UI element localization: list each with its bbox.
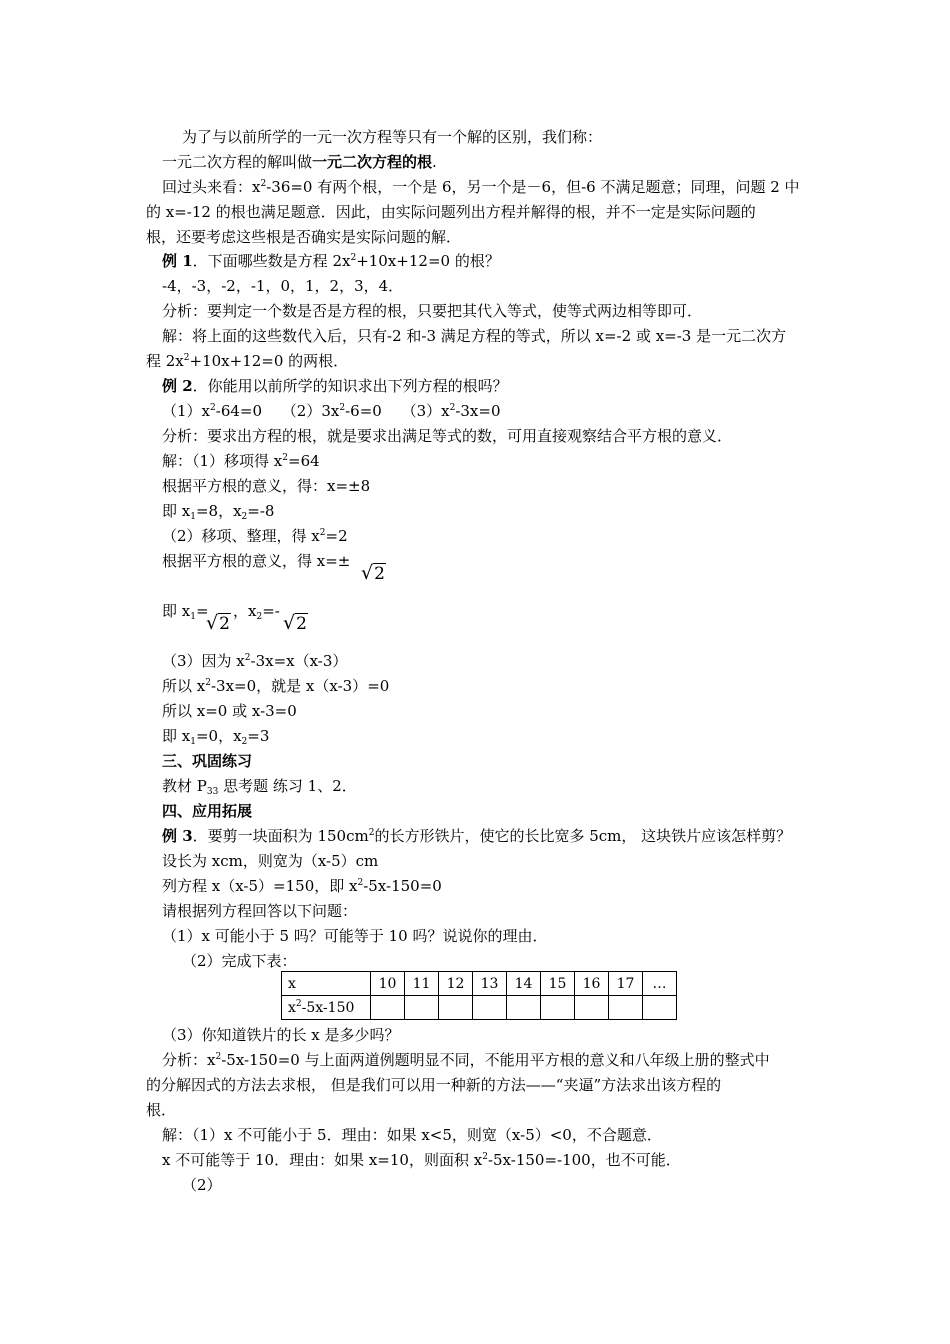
table-row: [282, 996, 677, 1020]
example-2-step-3c: 所以 x=0 或 x-3=0: [162, 702, 297, 720]
example-2-equations: $(1)x^2-64=0$ $(2)3x^2-6=0$ $(3)x^2-3x=0$: [162, 402, 501, 420]
example-1-analysis: 分析：要判定一个数是否是方程的根，只要把其代入等式，使等式两边相等即可．: [162, 302, 703, 320]
example-1-candidates: -4，-3，-2，-1，0，1，2，3，4．: [162, 277, 404, 295]
table-cell-empty: [405, 996, 439, 1020]
sqrt-2-expression: √2: [361, 562, 385, 584]
example-1-heading: 例 1．下面哪些数是方程 $2x^2+10x+12=0$ 的根？: [162, 252, 500, 270]
section-heading-practice: 三、巩固练习: [162, 752, 253, 770]
paragraph-review-3: 根，还要考虑这些根是否确实是实际问题的解．: [146, 228, 462, 246]
paragraph-review: 回过头来看：$x^2-36=0$ 有两个根，一个是 6，另一个是－6，但-6 不满足题意；同理，问题 2 中: [162, 178, 800, 196]
table-cell: 16: [575, 972, 609, 996]
table-cell: 12: [439, 972, 473, 996]
table-cell: 11: [405, 972, 439, 996]
table-cell: 14: [507, 972, 541, 996]
table-cell: …: [643, 972, 677, 996]
table-cell: 15: [541, 972, 575, 996]
table-cell: 17: [609, 972, 643, 996]
table-row: [282, 972, 677, 996]
example-2-step-2c-x2: ，$x_2=-$: [233, 602, 280, 622]
root-definition-term: 一元二次方程的根: [312, 153, 433, 171]
table-header-expression: $x^2-5x-150$: [282, 996, 371, 1020]
value-table: [281, 971, 677, 1020]
example-3-setup: 设长为 xcm，则宽为（x-5）cm: [162, 852, 379, 870]
example-2-heading: 例 2．你能用以前所学的知识求出下列方程的根吗？: [162, 377, 508, 395]
example-3-solution-2: （2）: [182, 1176, 222, 1194]
table-cell-empty: [643, 996, 677, 1020]
paragraph-review-2: 的 x=-12 的根也满足题意．因此，由实际问题列出方程并解得的根，并不一定是实际问题的: [146, 203, 756, 221]
example-3-prompt: 请根据列方程回答以下问题：: [162, 902, 358, 920]
sqrt-2-expression-x2: √2: [283, 612, 307, 634]
table-cell: 10: [371, 972, 405, 996]
example-3-solution-1b: x 不可能等于 10．理由：如果 x=10，则面积 $x^2-5x-150=-100$，也不可能．: [162, 1151, 681, 1169]
example-2-step-1c: 即 $x_1=8$，$x_2=-8$: [162, 502, 275, 522]
table-cell-empty: [609, 996, 643, 1020]
example-2-step-1: 解：（1）移项得 $x^2=64$: [162, 452, 320, 470]
example-3-equation: 列方程 x（x-5）=150，即 $x^2-5x-150=0$: [162, 877, 442, 895]
section-heading-application: 四、应用拓展: [162, 802, 253, 820]
table-header-x: x: [282, 972, 371, 996]
example-2-step-3: （3）因为 $x^2-3x=x(x-3)$: [162, 652, 348, 670]
example-3-solution-1: 解：（1）x 不可能小于 5．理由：如果 x<5，则宽（x-5）<0，不合题意．: [162, 1126, 662, 1144]
definition-line: 一元二次方程的解叫做一元二次方程的根.: [162, 153, 437, 171]
example-2-step-2b: 根据平方根的意义，得 x=±: [162, 552, 351, 570]
table-cell-empty: [473, 996, 507, 1020]
practice-text: 教材 $P_{33}$ 思考题 练习 1、2．: [162, 777, 357, 797]
example-2-step-2c: 即 $x_1=$: [162, 602, 209, 622]
example-2-analysis: 分析：要求出方程的根，就是要求出满足等式的数，可用直接观察结合平方根的意义．: [162, 427, 733, 445]
table-cell: 13: [473, 972, 507, 996]
example-1-solution-2: 程 $2x^2+10x+12=0$ 的两根．: [146, 352, 349, 370]
example-3-analysis-2: 的分解因式的方法去求根， 但是我们可以用一种新的方法——“夹逼”方法求出该方程的: [146, 1076, 722, 1094]
example-2-step-3b: 所以 $x^2-3x=0$，就是 x（x-3）=0: [162, 677, 390, 695]
example-3-heading: 例 3．要剪一块面积为 $150cm^2$的长方形铁片，使它的长比宽多 5cm， 这块铁片应该怎样剪？: [162, 827, 792, 845]
table-cell-empty: [575, 996, 609, 1020]
example-3-question-1: （1）x 可能小于 5 吗？可能等于 10 吗？说说你的理由．: [162, 927, 548, 945]
example-3-question-2: （2）完成下表：: [182, 952, 297, 970]
paragraph-intro: 为了与以前所学的一元一次方程等只有一个解的区别，我们称：: [182, 128, 603, 146]
example-1-solution: 解：将上面的这些数代入后，只有-2 和-3 满足方程的等式，所以 x=-2 或 x=-3 是一元二次方: [162, 327, 787, 345]
sqrt-2-expression-x1: √2: [206, 612, 230, 634]
table-cell-empty: [507, 996, 541, 1020]
example-2-step-1b: 根据平方根的意义，得：x=±8: [162, 477, 371, 495]
example-2-step-3d: 即 $x_1=0$，$x_2=3$: [162, 727, 270, 747]
table-cell-empty: [541, 996, 575, 1020]
table-cell-empty: [439, 996, 473, 1020]
example-3-analysis-3: 根．: [146, 1101, 177, 1119]
example-2-step-2: （2）移项、整理，得 $x^2=2$: [162, 527, 348, 545]
example-3-question-3: （3）你知道铁片的长 x 是多少吗？: [162, 1026, 400, 1044]
example-3-analysis: 分析：$x^2-5x-150=0$ 与上面两道例题明显不同，不能用平方根的意义和八年级上册的整式中: [162, 1051, 770, 1069]
table-cell-empty: [371, 996, 405, 1020]
